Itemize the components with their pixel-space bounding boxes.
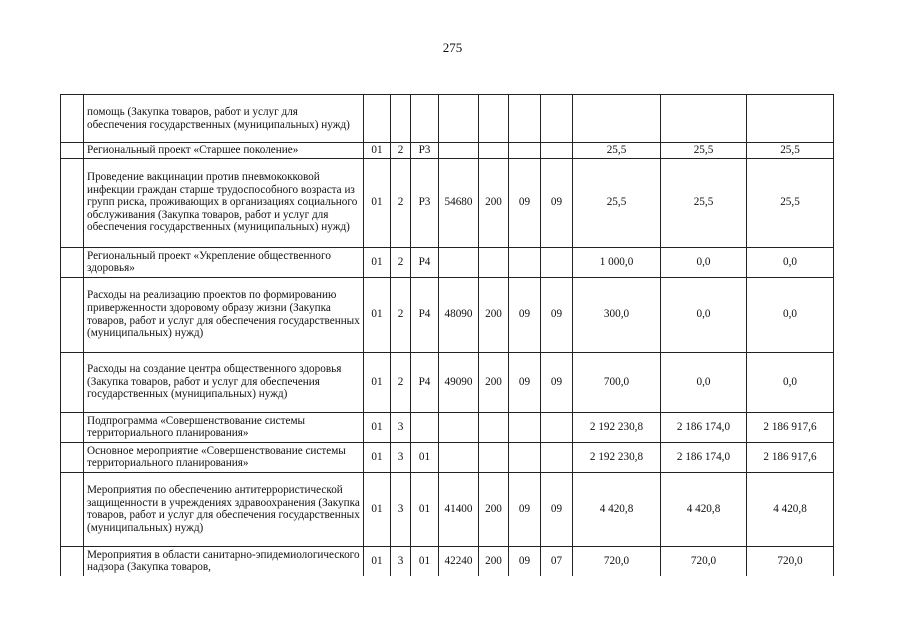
blank-cell — [61, 143, 84, 159]
value-1: 2 192 230,8 — [573, 442, 661, 472]
code-2: 3 — [391, 442, 411, 472]
code-3: Р4 — [411, 277, 439, 352]
value-3: 25,5 — [747, 158, 834, 247]
code-1 — [364, 95, 391, 143]
code-5 — [479, 442, 509, 472]
code-1: 01 — [364, 277, 391, 352]
value-1: 25,5 — [573, 143, 661, 159]
value-1: 300,0 — [573, 277, 661, 352]
code-4 — [439, 95, 479, 143]
code-6 — [509, 442, 541, 472]
code-7 — [541, 412, 573, 442]
item-name: Мероприятия в области санитарно-эпидемиологического надзора (Закупка товаров, — [84, 546, 364, 576]
code-7: 09 — [541, 352, 573, 412]
value-3 — [747, 95, 834, 143]
code-5 — [479, 412, 509, 442]
item-name: помощь (Закупка товаров, работ и услуг для обеспечения государственных (муниципальных) нужд) — [84, 95, 364, 143]
code-3: Р3 — [411, 158, 439, 247]
table-row — [61, 143, 834, 159]
value-3: 0,0 — [747, 247, 834, 277]
value-2: 0,0 — [661, 247, 747, 277]
page-number: 275 — [442, 40, 463, 55]
code-2: 2 — [391, 143, 411, 159]
code-6: 09 — [509, 352, 541, 412]
table-row — [61, 472, 834, 546]
code-6: 09 — [509, 277, 541, 352]
value-1: 25,5 — [573, 158, 661, 247]
code-3 — [411, 95, 439, 143]
code-4: 54680 — [439, 158, 479, 247]
code-5 — [479, 95, 509, 143]
item-name: Региональный проект «Старшее поколение» — [84, 143, 364, 159]
code-4: 48090 — [439, 277, 479, 352]
table-row — [61, 95, 834, 143]
code-1: 01 — [364, 472, 391, 546]
value-3: 2 186 917,6 — [747, 412, 834, 442]
code-2: 2 — [391, 352, 411, 412]
code-2: 3 — [391, 472, 411, 546]
value-2 — [661, 95, 747, 143]
code-5: 200 — [479, 472, 509, 546]
code-6 — [509, 247, 541, 277]
code-4 — [439, 442, 479, 472]
value-1 — [573, 95, 661, 143]
code-5 — [479, 143, 509, 159]
blank-cell — [61, 472, 84, 546]
item-name: Подпрограмма «Совершенствование системы территориального планирования» — [84, 412, 364, 442]
code-6 — [509, 95, 541, 143]
code-5: 200 — [479, 277, 509, 352]
value-1: 720,0 — [573, 546, 661, 576]
code-2: 3 — [391, 546, 411, 576]
code-4: 42240 — [439, 546, 479, 576]
code-6: 09 — [509, 472, 541, 546]
code-6: 09 — [509, 546, 541, 576]
code-6 — [509, 143, 541, 159]
code-4: 41400 — [439, 472, 479, 546]
value-2: 0,0 — [661, 352, 747, 412]
code-7 — [541, 95, 573, 143]
value-3: 25,5 — [747, 143, 834, 159]
value-2: 2 186 174,0 — [661, 442, 747, 472]
code-2 — [391, 95, 411, 143]
value-1: 1 000,0 — [573, 247, 661, 277]
value-2: 4 420,8 — [661, 472, 747, 546]
code-7 — [541, 143, 573, 159]
table-row — [61, 247, 834, 277]
value-2: 25,5 — [661, 158, 747, 247]
code-7 — [541, 247, 573, 277]
code-3: 01 — [411, 546, 439, 576]
blank-cell — [61, 412, 84, 442]
code-1: 01 — [364, 158, 391, 247]
value-3: 720,0 — [747, 546, 834, 576]
code-3: Р3 — [411, 143, 439, 159]
code-7: 09 — [541, 472, 573, 546]
item-name: Проведение вакцинации против пневмококковой инфекции граждан старше трудоспособного возраста из групп риска, проживающих в организациях социального обслуживания (Закупка товаров, работ и услуг для обеспечения государственных (муниципальных) нужд) — [84, 158, 364, 247]
blank-cell — [61, 442, 84, 472]
blank-cell — [61, 546, 84, 576]
code-3: Р4 — [411, 352, 439, 412]
code-5: 200 — [479, 158, 509, 247]
value-1: 700,0 — [573, 352, 661, 412]
table-row — [61, 277, 834, 352]
code-7: 07 — [541, 546, 573, 576]
blank-cell — [61, 352, 84, 412]
item-name: Мероприятия по обеспечению антитеррористической защищенности в учреждениях здравоохранения (Закупка товаров, работ и услуг для обеспечения государственных (муниципальных) нужд) — [84, 472, 364, 546]
value-1: 4 420,8 — [573, 472, 661, 546]
blank-cell — [61, 277, 84, 352]
value-2: 0,0 — [661, 277, 747, 352]
table-row — [61, 546, 834, 576]
code-2: 2 — [391, 277, 411, 352]
code-1: 01 — [364, 442, 391, 472]
code-3 — [411, 412, 439, 442]
code-4 — [439, 412, 479, 442]
table-row — [61, 352, 834, 412]
blank-cell — [61, 158, 84, 247]
code-1: 01 — [364, 546, 391, 576]
item-name: Региональный проект «Укрепление общественного здоровья» — [84, 247, 364, 277]
table-row — [61, 412, 834, 442]
value-3: 4 420,8 — [747, 472, 834, 546]
code-7: 09 — [541, 277, 573, 352]
item-name: Расходы на создание центра общественного здоровья (Закупка товаров, работ и услуг для обеспечения государственных (муниципальных) нужд) — [84, 352, 364, 412]
blank-cell — [61, 95, 84, 143]
item-name: Расходы на реализацию проектов по формированию приверженности здоровому образу жизни (Закупка товаров, работ и услуг для обеспечения государственных (муниципальных) нужд) — [84, 277, 364, 352]
code-4 — [439, 143, 479, 159]
value-3: 0,0 — [747, 352, 834, 412]
code-1: 01 — [364, 143, 391, 159]
value-2: 720,0 — [661, 546, 747, 576]
code-6 — [509, 412, 541, 442]
item-name: Основное мероприятие «Совершенствование системы территориального планирования» — [84, 442, 364, 472]
code-4 — [439, 247, 479, 277]
blank-cell — [61, 247, 84, 277]
code-1: 01 — [364, 352, 391, 412]
code-3: Р4 — [411, 247, 439, 277]
value-2: 2 186 174,0 — [661, 412, 747, 442]
code-7: 09 — [541, 158, 573, 247]
code-4: 49090 — [439, 352, 479, 412]
value-3: 2 186 917,6 — [747, 442, 834, 472]
budget-table — [60, 94, 834, 576]
table-row — [61, 158, 834, 247]
code-2: 2 — [391, 247, 411, 277]
value-1: 2 192 230,8 — [573, 412, 661, 442]
code-3: 01 — [411, 472, 439, 546]
code-5: 200 — [479, 352, 509, 412]
code-2: 2 — [391, 158, 411, 247]
code-1: 01 — [364, 247, 391, 277]
value-3: 0,0 — [747, 277, 834, 352]
code-1: 01 — [364, 412, 391, 442]
code-3: 01 — [411, 442, 439, 472]
value-2: 25,5 — [661, 143, 747, 159]
code-2: 3 — [391, 412, 411, 442]
code-6: 09 — [509, 158, 541, 247]
table-row — [61, 442, 834, 472]
code-5: 200 — [479, 546, 509, 576]
code-7 — [541, 442, 573, 472]
code-5 — [479, 247, 509, 277]
